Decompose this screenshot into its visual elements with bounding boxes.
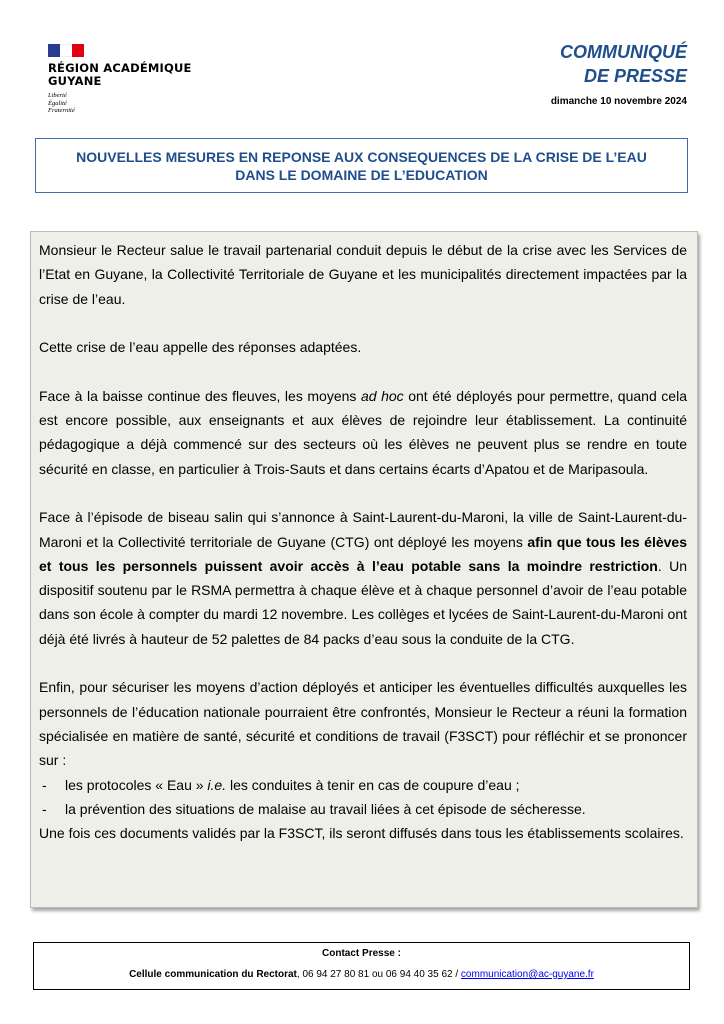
republic-motto: Liberté Égalité Fraternité bbox=[48, 92, 75, 114]
contact-details: Cellule communication du Rectorat, 06 94 27 80 81 ou 06 94 40 35 62 / communication@ac-guyane.fr bbox=[129, 969, 594, 980]
document-title: NOUVELLES MESURES EN REPONSE AUX CONSEQUENCES DE LA CRISE DE L’EAU DANS LE DOMAINE DE L’EDUCATION bbox=[35, 138, 688, 193]
bullet-list bbox=[39, 773, 687, 822]
org-name: RÉGION ACADÉMIQUE GUYANE bbox=[48, 61, 192, 88]
academy-logo bbox=[48, 44, 208, 115]
paragraph: Monsieur le Recteur salue le travail partenarial conduit depuis le début de la crise avec les Services de l’Etat en Guyane, la Collectivité Territoriale de Guyane et les municipalités directement impactées par la crise de l’eau. bbox=[39, 242, 687, 307]
list-item: - la prévention des situations de malaise au travail liées à cet épisode de sécheresse. bbox=[42, 800, 586, 817]
release-date: dimanche 10 novembre 2024 bbox=[550, 96, 687, 107]
contact-label: Contact Presse : bbox=[322, 948, 401, 959]
list-item: - les protocoles « Eau » i.e. les conduites à tenir en cas de coupure d’eau ; bbox=[42, 776, 520, 793]
paragraph: Face à la baisse continue des fleuves, les moyens ad hoc ont été déployés pour permettre, quand cela est encore possible, aux enseignants et aux élèves de rejoindre leur établissement. La continuité pédagogique a déjà commencé sur des secteurs où les élèves ne peuvent plus se rendre en toute sécurité en classe, en particulier à Trois-Sauts et dans certains écarts d’Apatou et de Maripasoula. bbox=[39, 387, 687, 477]
paragraph: Cette crise de l’eau appelle des réponses adaptées. bbox=[39, 339, 362, 356]
french-flag-icon bbox=[48, 44, 84, 57]
body-text-box bbox=[30, 231, 698, 908]
contact-email-link[interactable]: communication@ac-guyane.fr bbox=[460, 969, 594, 980]
press-contact-box bbox=[33, 942, 690, 990]
paragraph: Enfin, pour sécuriser les moyens d’action déployés et anticiper les éventuelles difficultés auxquelles les personnels de l’éducation nationale pourraient être confrontés, Monsieur le Recteur a réuni la formation spécialisée en matière de santé, sécurité et conditions de travail (F3SCT) pour réfléchir et se prononcer sur : bbox=[39, 679, 687, 769]
paragraph: Face à l’épisode de biseau salin qui s’annonce à Saint-Laurent-du-Maroni, la ville de Saint-Laurent-du-Maroni et la Collectivité territoriale de Guyane (CTG) ont déployé les moyens afin que tous les élèves et tous les personnels puissent avoir accès à l’eau potable sans la moindre restriction. Un dispositif soutenu par le RSMA permettra à chaque élève et à chaque personnel d’avoir de l’eau potable dans son école à compter du mardi 12 novembre. Les collèges et lycées de Saint-Laurent-du-Maroni ont déjà été livrés à hauteur de 52 palettes de 84 packs d’eau sous la conduite de la CTG. bbox=[39, 509, 688, 647]
paragraph: Une fois ces documents validés par la F3SCT, ils seront diffusés dans tous les établissements scolaires. bbox=[39, 825, 684, 842]
press-release-heading: COMMUNIQUÉ DE PRESSE bbox=[560, 42, 687, 86]
